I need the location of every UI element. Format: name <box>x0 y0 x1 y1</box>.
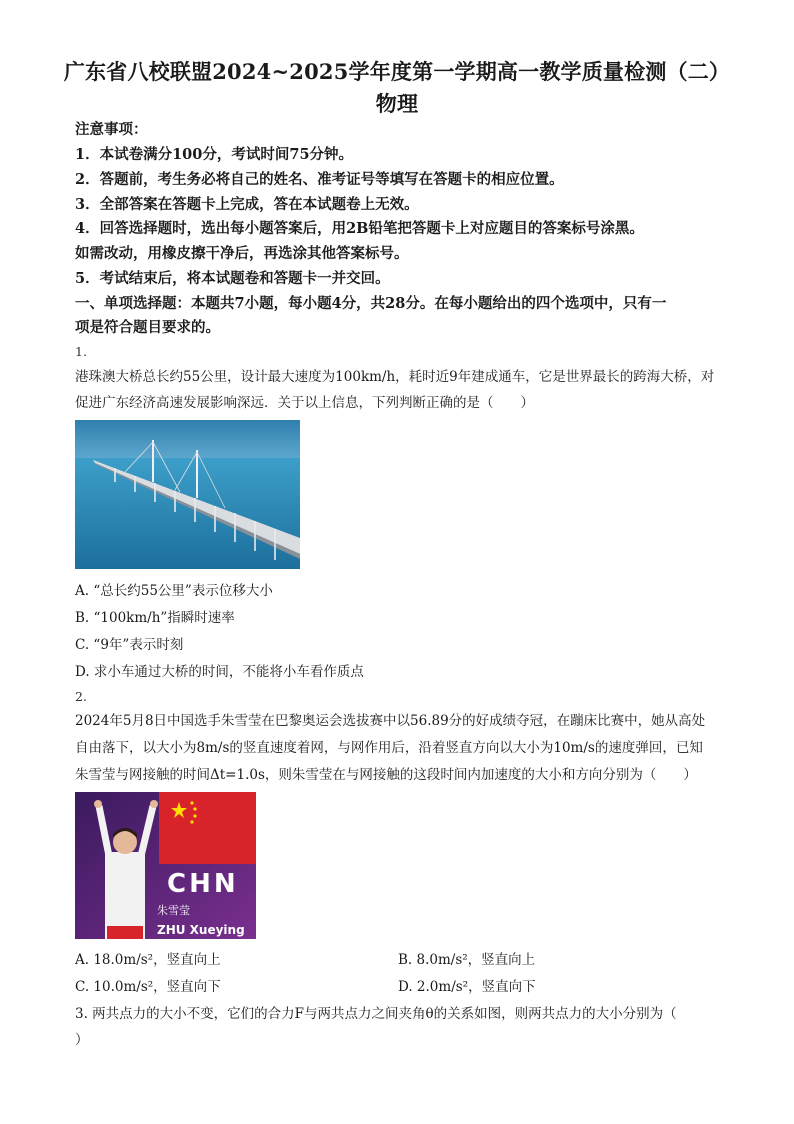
question-2-stem-line3: 朱雪莹与网接触的时间Δt=1.0s，则朱雪莹在与网接触的这段时间内加速度的大小和方向分别为（ ） <box>75 767 697 783</box>
notice-heading: 注意事项： <box>75 121 148 138</box>
athlete-name-en: ZHU Xueying <box>157 923 245 937</box>
question-2-option-a: A. 18.0m/s²，竖直向上 <box>75 952 221 968</box>
question-1-option-c: C. “9年”表示时刻 <box>75 637 184 653</box>
question-2-option-c: C. 10.0m/s²，竖直向下 <box>75 979 221 995</box>
section-heading-line2: 项是符合题目要求的。 <box>75 319 220 336</box>
notice-item: 1．本试卷满分100分，考试时间75分钟。 <box>75 146 354 163</box>
notice-item: 5．考试结束后，将本试题卷和答题卡一并交回。 <box>75 270 390 287</box>
question-2-stem-line2: 自由落下，以大小为8m/s的竖直速度着网，与网作用后，沿着竖直方向以大小为10m/s的速度弹回，已知 <box>75 740 703 756</box>
bridge-photo <box>75 420 300 569</box>
question-1-stem-line2: 促进广东经济高速发展影响深远．关于以上信息，下列判断正确的是（ ） <box>75 395 534 411</box>
athlete-name-cn: 朱雪莹 <box>157 904 190 917</box>
section-heading-line1: 一、单项选择题：本题共7小题，每小题4分，共28分。在每小题给出的四个选项中，只有一 <box>75 295 667 312</box>
question-3-stem-line2: ） <box>75 1032 89 1048</box>
exam-title: 广东省八校联盟2024~2025学年度第一学期高一教学质量检测（二） <box>63 59 731 84</box>
question-1-number: 1. <box>75 344 87 359</box>
subject-title: 物理 <box>375 91 419 116</box>
question-2-option-d: D. 2.0m/s²，竖直向下 <box>398 979 536 995</box>
question-1-option-a: A. “总长约55公里”表示位移大小 <box>75 583 273 599</box>
notice-item: 3．全部答案在答题卡上完成，答在本试题卷上无效。 <box>75 196 419 213</box>
notice-item: 2．答题前，考生务必将自己的姓名、准考证号等填写在答题卡的相应位置。 <box>75 171 564 188</box>
question-1-option-b: B. “100km/h”指瞬时速率 <box>75 610 235 626</box>
question-1-stem-line1: 港珠澳大桥总长约55公里，设计最大速度为100km/h，耗时近9年建成通车，它是世界最长的跨海大桥，对 <box>75 369 715 385</box>
athlete-country-code: CHN <box>167 869 239 899</box>
question-2-option-b: B. 8.0m/s²，竖直向上 <box>398 952 536 968</box>
athlete-photo <box>75 792 256 939</box>
question-1-option-d: D. 求小车通过大桥的时间，不能将小车看作质点 <box>75 664 364 680</box>
question-2-number: 2. <box>75 689 87 704</box>
question-2-stem-line1: 2024年5月8日中国选手朱雪莹在巴黎奥运会选拔赛中以56.89分的好成绩夺冠，在蹦床比赛中，她从高处 <box>75 713 706 729</box>
question-3-stem-line1: 3. 两共点力的大小不变，它们的合力F与两共点力之间夹角θ的关系如图，则两共点力的大小分别为（ <box>75 1006 677 1022</box>
notice-item: 4．回答选择题时，选出每小题答案后，用2B铅笔把答题卡上对应题目的答案标号涂黑。 <box>75 220 644 237</box>
notice-item: 如需改动，用橡皮擦干净后，再选涂其他答案标号。 <box>75 245 409 262</box>
